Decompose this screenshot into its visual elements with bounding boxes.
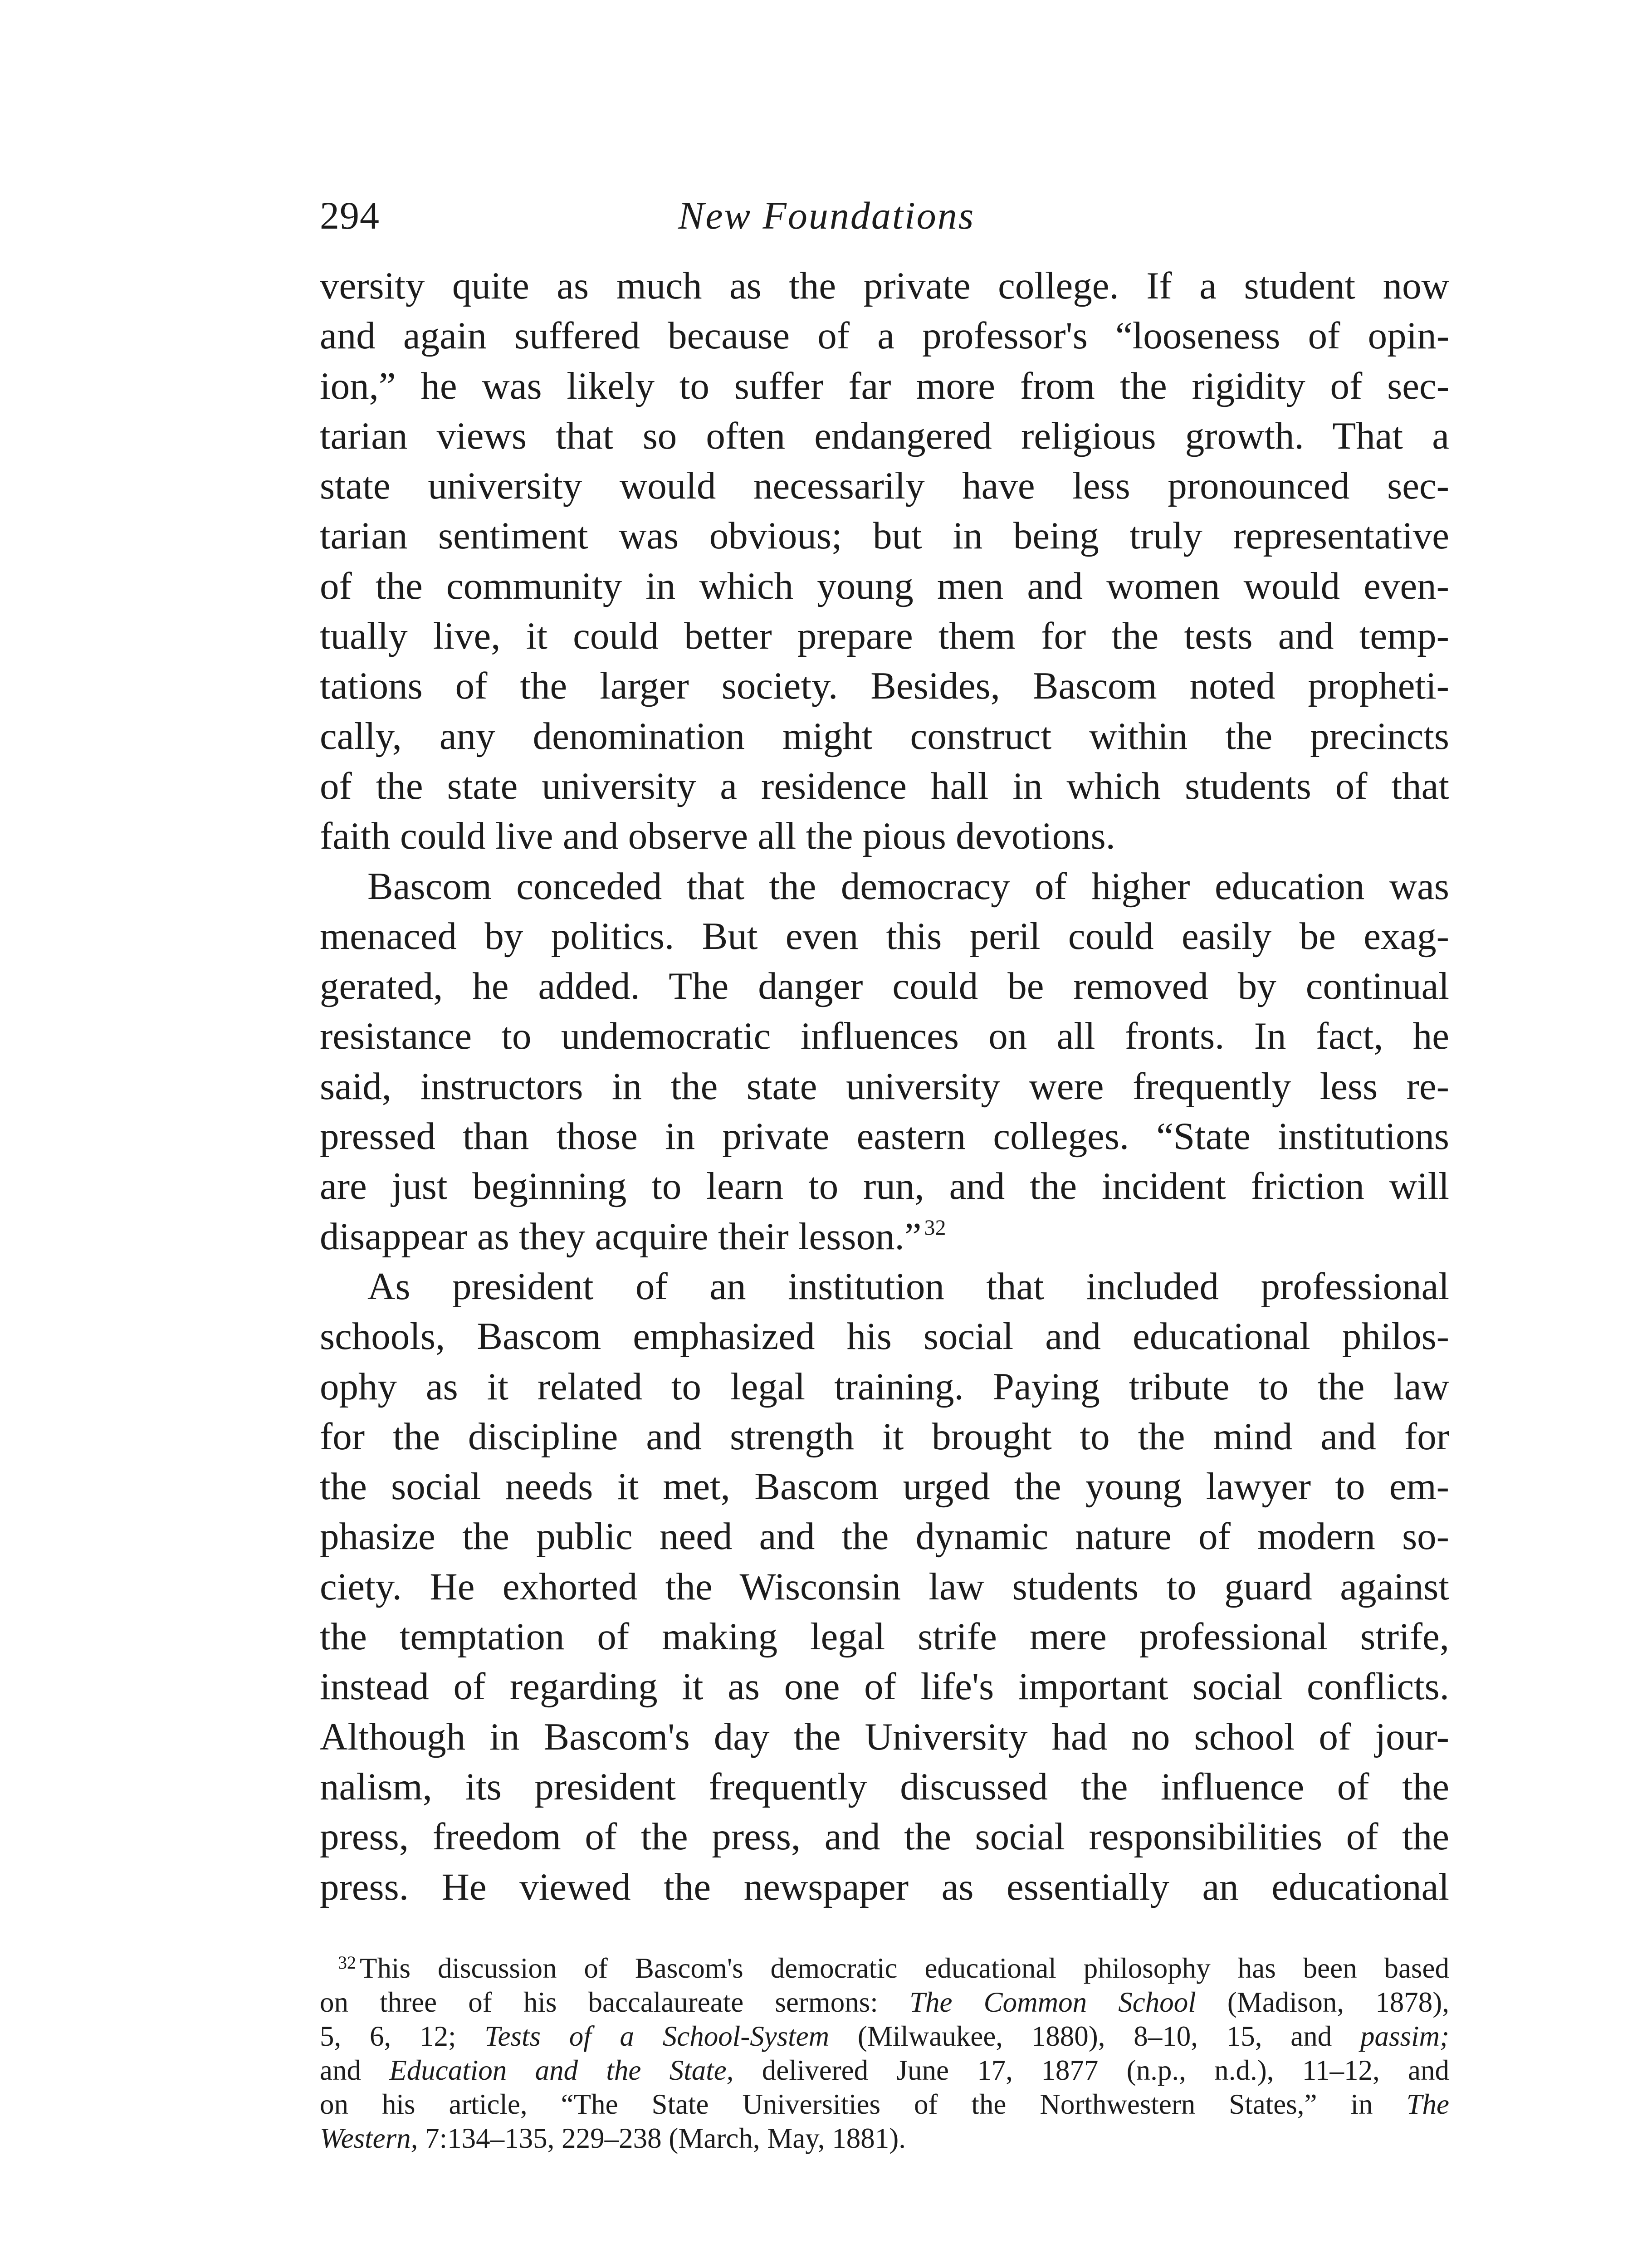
- text-line: Although in Bascom's day the University had no school of jour-: [320, 1715, 1449, 1758]
- running-head: [320, 181, 1449, 249]
- text-line: of the state university a residence hall in which students of that: [320, 764, 1449, 807]
- text-line: state university would necessarily have less pronounced sec-: [320, 464, 1449, 508]
- footnote-reference[interactable]: 32: [924, 1215, 946, 1240]
- page-number: 294: [320, 194, 380, 237]
- running-title: New Foundations: [678, 194, 975, 237]
- text-line: tations of the larger society. Besides, Bascom noted propheti-: [320, 665, 1449, 708]
- citation-term: passim;: [1360, 2020, 1449, 2052]
- citation-title: Western,: [320, 2122, 418, 2154]
- text-line: disappear as they acquire their lesson.”: [320, 1215, 922, 1258]
- footnote-line: on three of his baccalaureate sermons: The Common School (Madison, 1878),: [320, 1986, 1450, 2018]
- text-line: resistance to undemocratic influences on all fronts. In fact, he: [320, 1015, 1449, 1058]
- text-line: As president of an institution that included professional: [367, 1265, 1449, 1308]
- text-line: of the community in which young men and women would even-: [320, 564, 1449, 607]
- text-line: faith could live and observe all the pious devotions.: [320, 815, 1115, 858]
- footnote-line: and Education and the State, delivered June 17, 1877 (n.p., n.d.), 11–12, and: [320, 2054, 1450, 2086]
- text-line: ciety. He exhorted the Wisconsin law students to guard against: [320, 1565, 1449, 1608]
- text-line: for the discipline and strength it brought to the mind and for: [320, 1415, 1449, 1458]
- text-line: are just beginning to learn to run, and the incident friction will: [320, 1165, 1449, 1208]
- text-line: menaced by politics. But even this peril could easily be exag-: [320, 914, 1449, 958]
- footnote: [320, 1951, 1449, 2156]
- text-line: the temptation of making legal strife mere professional strife,: [320, 1615, 1449, 1658]
- text-line: press. He viewed the newspaper as essentially an educational: [320, 1865, 1449, 1908]
- citation-title: Education and the State,: [389, 2054, 734, 2086]
- text-line: tarian sentiment was obvious; but in being truly representative: [320, 514, 1449, 557]
- body-text: [320, 261, 1449, 1912]
- footnote-line: on his article, “The State Universities of the Northwestern States,” in The: [320, 2088, 1449, 2120]
- text-line: press, freedom of the press, and the social responsibilities of the: [320, 1815, 1449, 1858]
- text-line: pressed than those in private eastern colleges. “State institutions: [320, 1115, 1449, 1158]
- citation-title: Tests of a School-System: [484, 2020, 830, 2052]
- citation-title: The: [1406, 2088, 1449, 2120]
- footnote-line: Western, 7:134–135, 229–238 (March, May, 1881).: [320, 2122, 906, 2154]
- text-line: tarian views that so often endangered religious growth. That a: [320, 414, 1449, 457]
- text-line: the social needs it met, Bascom urged the young lawyer to em-: [320, 1465, 1449, 1508]
- footnote-line: 5, 6, 12; Tests of a School-System (Milwaukee, 1880), 8–10, 15, and passim;: [320, 2020, 1449, 2052]
- text-line: versity quite as much as the private college. If a student now: [320, 264, 1449, 307]
- text-line: instead of regarding it as one of life's important social conflicts.: [320, 1665, 1449, 1708]
- text-line: and again suffered because of a professor's “looseness of opin-: [320, 314, 1449, 357]
- citation-title: The Common School: [909, 1986, 1196, 2018]
- text-line: phasize the public need and the dynamic nature of modern so-: [320, 1515, 1449, 1558]
- text-line: ion,” he was likely to suffer far more from the rigidity of sec-: [320, 364, 1449, 407]
- footnote-line: $^{32}$ This discussion of Bascom's democratic educational philosophy has been based: [338, 1952, 1449, 1984]
- text-line: tually live, it could better prepare them for the tests and temp-: [320, 615, 1449, 658]
- text-line: said, instructors in the state university were frequently less re-: [320, 1065, 1449, 1108]
- text-line: ophy as it related to legal training. Paying tribute to the law: [320, 1365, 1449, 1408]
- text-line: nalism, its president frequently discussed the influence of the: [320, 1765, 1449, 1808]
- text-line: schools, Bascom emphasized his social and educational philos-: [320, 1315, 1449, 1358]
- text-line-with-footnote-ref: [320, 1212, 1449, 1261]
- footnote-marker: 32: [338, 1952, 356, 1973]
- text-line: Bascom conceded that the democracy of higher education was: [367, 865, 1449, 908]
- text-line: gerated, he added. The danger could be removed by continual: [320, 965, 1449, 1008]
- text-line: cally, any denomination might construct within the precincts: [320, 714, 1449, 758]
